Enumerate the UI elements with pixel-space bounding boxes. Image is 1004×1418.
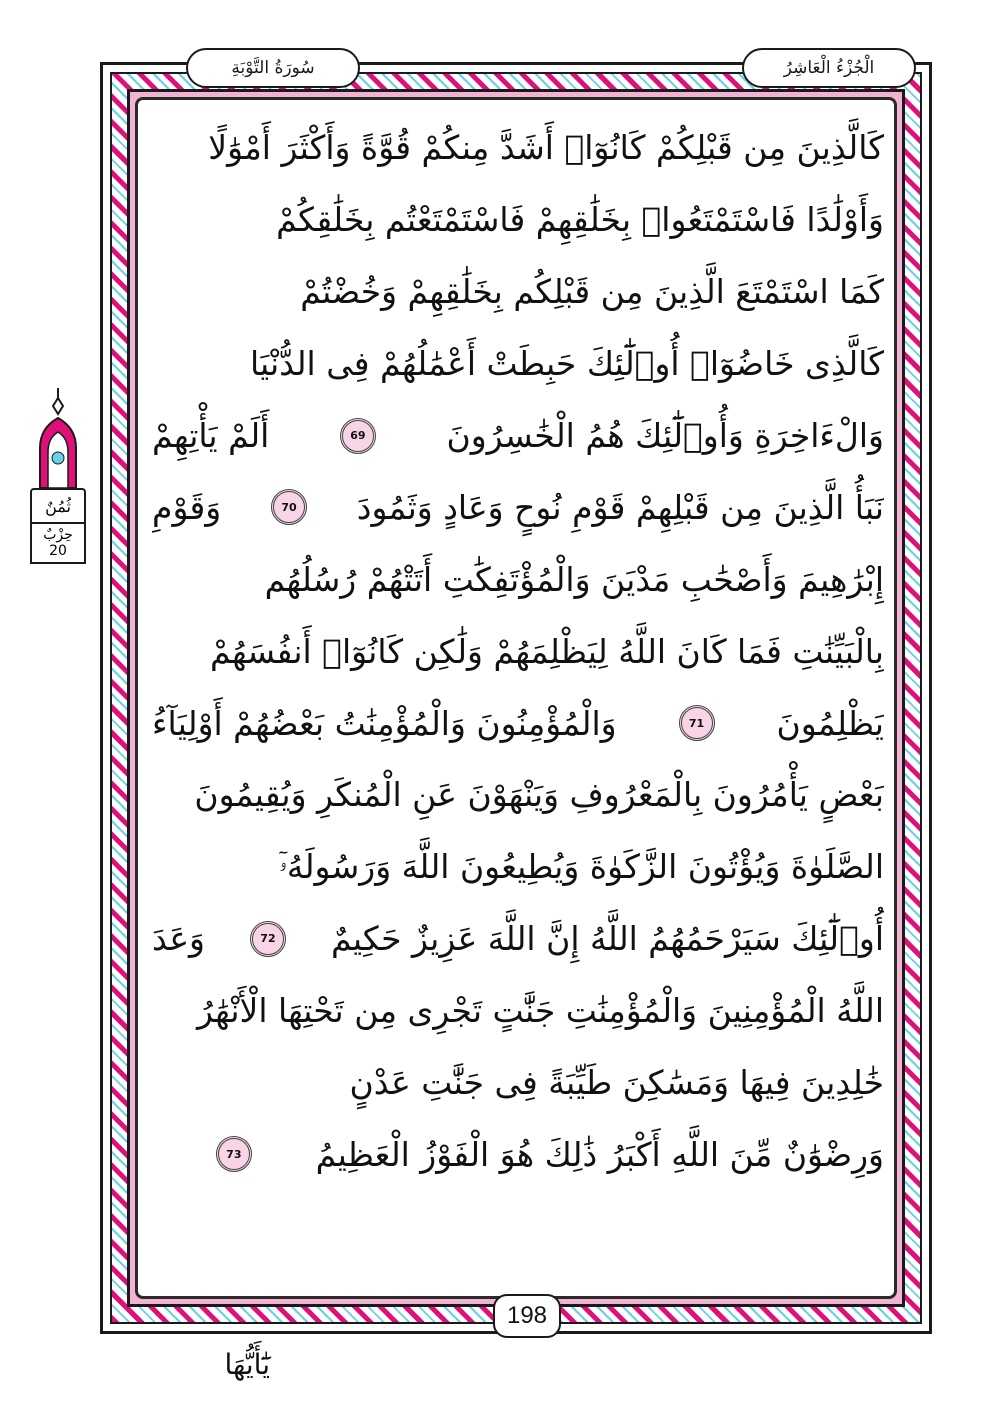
verse-line bbox=[152, 975, 884, 1047]
ayah-number-marker: 73 bbox=[216, 1136, 252, 1172]
verse-text: وَعَدَ bbox=[152, 919, 205, 959]
surah-label bbox=[186, 48, 360, 88]
verse-text: كَالَّذِى خَاضُوٓا۟ أُو۟لَٰٓئِكَ حَبِطَتْ أَعْمَٰلُهُمْ فِى الدُّنْيَا bbox=[249, 344, 884, 384]
page-number: 198 bbox=[493, 1294, 561, 1338]
verse-text: وَالْمُؤْمِنُونَ وَالْمُؤْمِنَٰتُ بَعْضُهُمْ أَوْلِيَآءُ bbox=[152, 703, 617, 743]
ayah-number-marker: 71 bbox=[679, 705, 715, 741]
verse-line bbox=[152, 831, 884, 903]
verse-text: نَبَأُ الَّذِينَ مِن قَبْلِهِمْ قَوْمِ نُوحٍ وَعَادٍ وَثَمُودَ bbox=[356, 487, 884, 527]
verse-text: أَلَمْ يَأْتِهِمْ bbox=[152, 416, 270, 455]
verse-line bbox=[152, 1047, 884, 1119]
verse-line bbox=[152, 615, 884, 687]
verse-text: خَٰلِدِينَ فِيهَا وَمَسَٰكِنَ طَيِّبَةً فِى جَنَّٰتِ عَدْنٍ bbox=[349, 1063, 884, 1103]
verse-line bbox=[152, 184, 884, 256]
verse-text: وَأَوْلَٰدًا فَاسْتَمْتَعُوا۟ بِخَلَٰقِهِمْ فَاسْتَمْتَعْتُم بِخَلَٰقِكُمْ bbox=[276, 200, 884, 240]
verse-line bbox=[152, 112, 884, 184]
dome-ornament-icon bbox=[30, 388, 86, 488]
verse-text: كَالَّذِينَ مِن قَبْلِكُمْ كَانُوٓا۟ أَشَدَّ مِنكُمْ قُوَّةً وَأَكْثَرَ أَمْوَٰلًا bbox=[208, 128, 884, 168]
thumn-label: ثُمُنٌ bbox=[30, 488, 86, 524]
thumn-marker bbox=[22, 388, 94, 564]
verse-text: وَقَوْمِ bbox=[152, 487, 222, 527]
verse-line bbox=[152, 328, 884, 400]
verse-text: بِالْبَيِّنَٰتِ فَمَا كَانَ اللَّهُ لِيَظْلِمَهُمْ وَلَٰكِن كَانُوٓا۟ أَنفُسَهُمْ bbox=[210, 631, 884, 671]
verse-text: بَعْضٍ يَأْمُرُونَ بِالْمَعْرُوفِ وَيَنْهَوْنَ عَنِ الْمُنكَرِ وَيُقِيمُونَ bbox=[194, 775, 884, 815]
hizb-word: حِزْبٌ bbox=[43, 527, 73, 543]
hizb-box bbox=[30, 524, 86, 564]
verse-text: الصَّلَوٰةَ وَيُؤْتُونَ الزَّكَوٰةَ وَيُطِيعُونَ اللَّهَ وَرَسُولَهُۥٓ bbox=[278, 846, 884, 886]
verse-text: أُو۟لَٰٓئِكَ سَيَرْحَمُهُمُ اللَّهُ إِنَّ اللَّهَ عَزِيزٌ حَكِيمٌ bbox=[330, 919, 884, 959]
ayah-number-marker: 69 bbox=[340, 418, 376, 454]
catchword: يَٰٓأَيُّهَا bbox=[224, 1348, 270, 1381]
verse-line bbox=[152, 687, 884, 759]
ayah-number-marker: 72 bbox=[250, 921, 286, 957]
verse-line bbox=[152, 400, 884, 472]
verse-line bbox=[152, 543, 884, 615]
hizb-number: 20 bbox=[49, 543, 67, 559]
juz-label bbox=[742, 48, 916, 88]
verse-text: يَظْلِمُونَ bbox=[776, 703, 884, 743]
verse-line bbox=[152, 903, 884, 975]
quran-text bbox=[152, 112, 884, 1262]
verse-text: وَرِضْوَٰنٌ مِّنَ اللَّهِ أَكْبَرُ ذَٰلِكَ هُوَ الْفَوْزُ الْعَظِيمُ bbox=[315, 1134, 884, 1174]
verse-line bbox=[152, 759, 884, 831]
ayah-number-marker: 70 bbox=[271, 489, 307, 525]
verse-line bbox=[152, 1118, 884, 1190]
verse-text: اللَّهُ الْمُؤْمِنِينَ وَالْمُؤْمِنَٰتِ جَنَّٰتٍ تَجْرِى مِن تَحْتِهَا الْأَنْهَٰرُ bbox=[196, 991, 884, 1031]
verse-line bbox=[152, 471, 884, 543]
verse-text: وَالْءَاخِرَةِ وَأُو۟لَٰٓئِكَ هُمُ الْخَٰسِرُونَ bbox=[446, 416, 884, 455]
verse-text: كَمَا اسْتَمْتَعَ الَّذِينَ مِن قَبْلِكُم بِخَلَٰقِهِمْ وَخُضْتُمْ bbox=[300, 272, 884, 312]
juz-label-text: الْجُزْءُ الْعَاشِرُ bbox=[783, 58, 875, 78]
surah-label-text: سُورَةُ التَّوْبَةِ bbox=[231, 58, 315, 78]
verse-text: إِبْرَٰهِيمَ وَأَصْحَٰبِ مَدْيَنَ وَالْمُؤْتَفِكَٰتِ أَتَتْهُمْ رُسُلُهُم bbox=[264, 559, 884, 599]
verse-line bbox=[152, 256, 884, 328]
